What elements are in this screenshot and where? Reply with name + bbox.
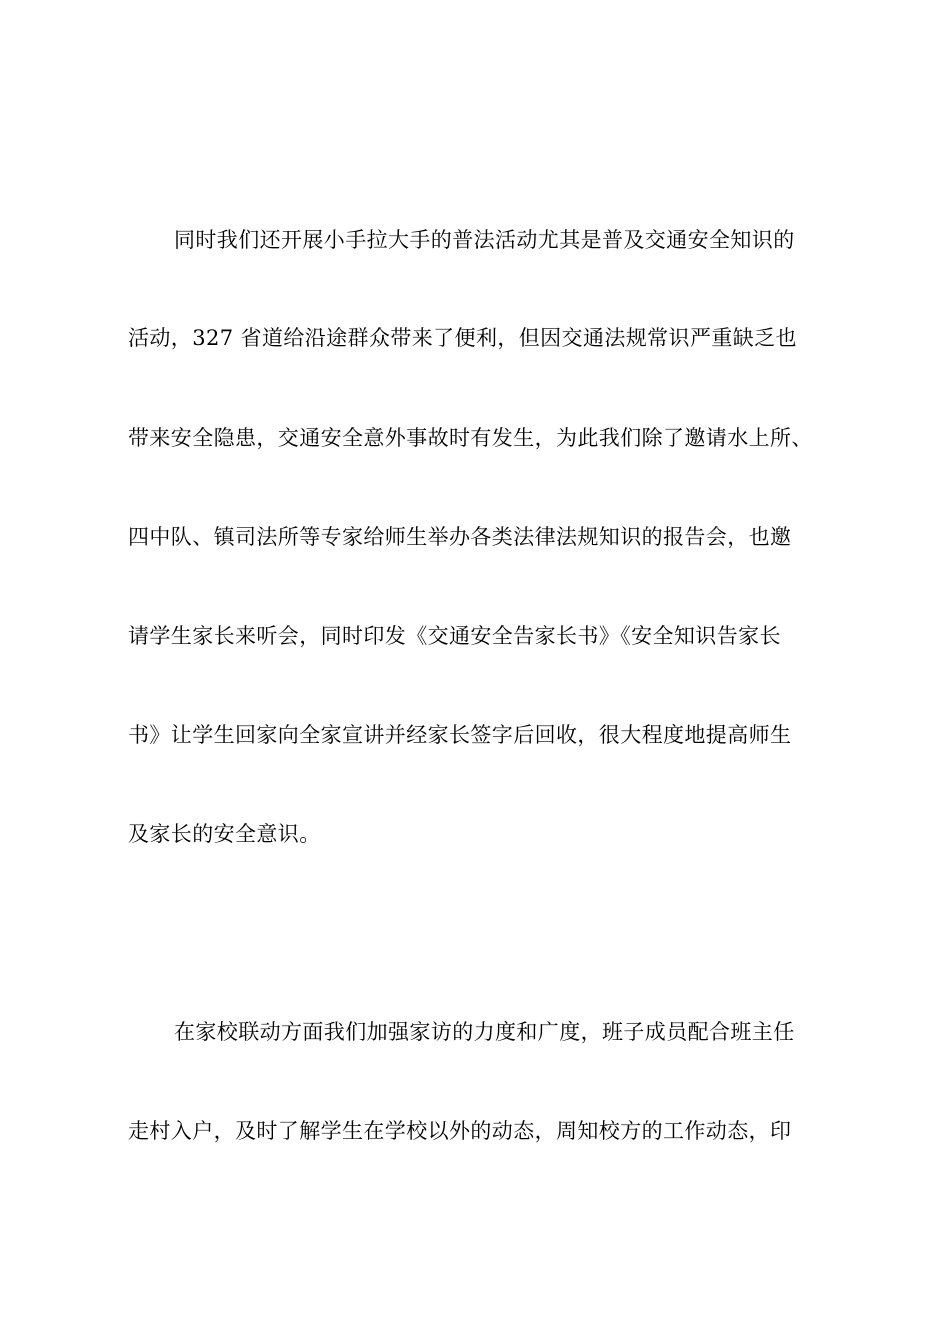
paragraph-line: 同时我们还开展小手拉大手的普法活动尤其是普及交通安全知识的	[174, 228, 795, 252]
paragraph-line: 在家校联动方面我们加强家访的力度和广度，班子成员配合班主任	[174, 1020, 795, 1044]
paragraph-line: 请学生家长来听会，同时印发《交通安全告家长书》《安全知识告家长	[128, 624, 781, 648]
paragraph-line: 活动，327 省道给沿途群众带来了便利，但因交通法规常识严重缺乏也	[128, 326, 797, 350]
paragraph-line: 四中队、镇司法所等专家给师生举办各类法律法规知识的报告会，也邀	[128, 525, 792, 549]
paragraph-line: 及家长的安全意识。	[128, 822, 321, 846]
paragraph-line: 走村入户，及时了解学生在学校以外的动态，周知校方的工作动态，印	[128, 1119, 792, 1143]
paragraph-line: 带来安全隐患，交通安全意外事故时有发生，为此我们除了邀请水上所、	[128, 426, 813, 450]
paragraph-line: 书》让学生回家向全家宣讲并经家长签字后回收，很大程度地提高师生	[128, 723, 792, 747]
